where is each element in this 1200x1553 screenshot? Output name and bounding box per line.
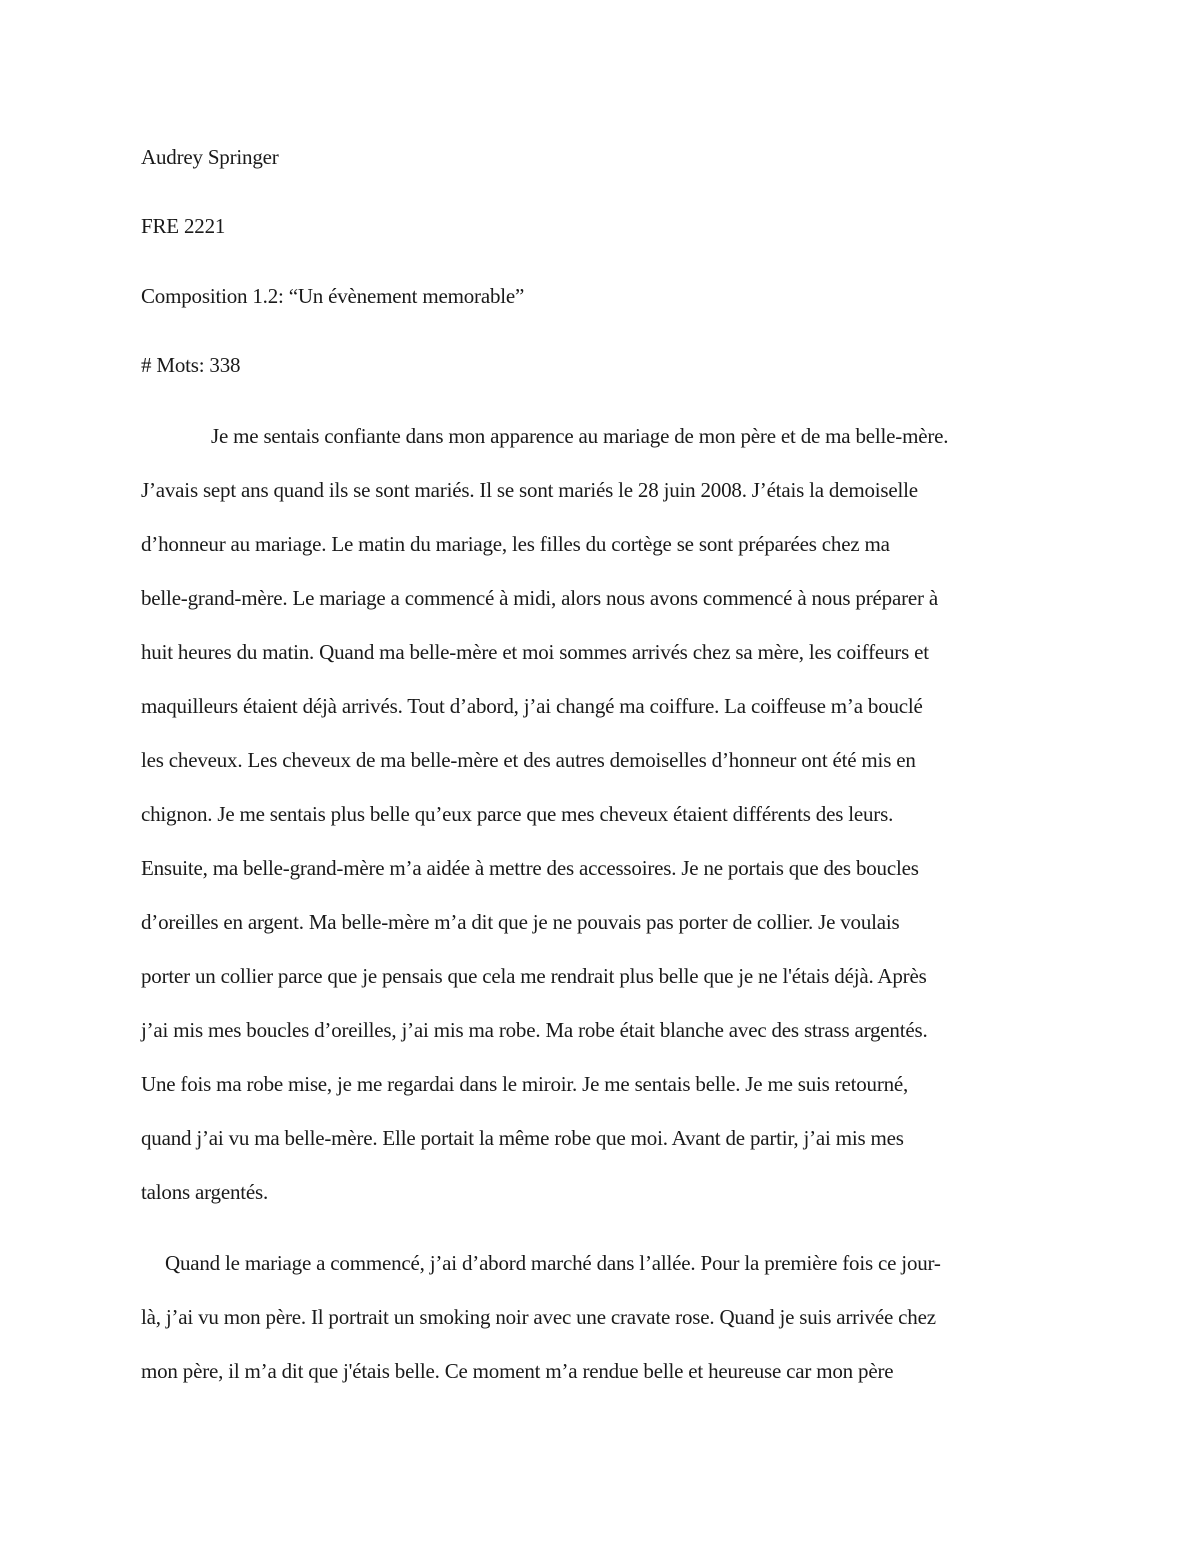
paragraph-line: Une fois ma robe mise, je me regardai dans le miroir. Je me sentais belle. Je me suis retourné, (141, 1072, 909, 1096)
paragraph-line: maquilleurs étaient déjà arrivés. Tout d’abord, j’ai changé ma coiffure. La coiffeuse m’a bouclé (141, 694, 923, 718)
paragraph-line: huit heures du matin. Quand ma belle-mère et moi sommes arrivés chez sa mère, les coiffeurs et (141, 640, 929, 664)
paragraph-line: talons argentés. (141, 1180, 269, 1204)
paragraph-line: porter un collier parce que je pensais que cela me rendrait plus belle que je ne l'étais déjà. Après (141, 964, 927, 988)
paragraph-line: d’honneur au mariage. Le matin du mariage, les filles du cortège se sont préparées chez ma (141, 532, 890, 556)
author-name: Audrey Springer (141, 145, 279, 169)
paragraph-line: j’ai mis mes boucles d’oreilles, j’ai mis ma robe. Ma robe était blanche avec des strass argentés. (141, 1018, 928, 1042)
course-code: FRE 2221 (141, 214, 226, 238)
paragraph-line: là, j’ai vu mon père. Il portrait un smoking noir avec une cravate rose. Quand je suis arrivée chez (141, 1305, 936, 1329)
paragraph-line: chignon. Je me sentais plus belle qu’eux parce que mes cheveux étaient différents des leurs. (141, 802, 894, 826)
word-count: # Mots: 338 (141, 353, 241, 377)
paragraph-line: quand j’ai vu ma belle-mère. Elle portait la même robe que moi. Avant de partir, j’ai mis mes (141, 1126, 904, 1150)
paragraph-line: d’oreilles en argent. Ma belle-mère m’a dit que je ne pouvais pas porter de collier. Je voulais (141, 910, 900, 934)
paragraph-line: les cheveux. Les cheveux de ma belle-mère et des autres demoiselles d’honneur ont été mis en (141, 748, 916, 772)
paragraph-line: mon père, il m’a dit que j'étais belle. Ce moment m’a rendue belle et heureuse car mon père (141, 1359, 894, 1383)
assignment-title: Composition 1.2: “Un évènement memorable” (141, 284, 525, 308)
paragraph-line: Ensuite, ma belle-grand-mère m’a aidée à mettre des accessoires. Je ne portais que des boucles (141, 856, 919, 880)
paragraph-line: belle-grand-mère. Le mariage a commencé à midi, alors nous avons commencé à nous préparer à (141, 586, 938, 610)
paragraph-line: Je me sentais confiante dans mon apparence au mariage de mon père et de ma belle-mère. (211, 424, 949, 448)
paragraph-line: J’avais sept ans quand ils se sont mariés. Il se sont mariés le 28 juin 2008. J’étais la demoiselle (141, 478, 918, 502)
paragraph-line: Quand le mariage a commencé, j’ai d’abord marché dans l’allée. Pour la première fois ce jour- (165, 1251, 941, 1275)
